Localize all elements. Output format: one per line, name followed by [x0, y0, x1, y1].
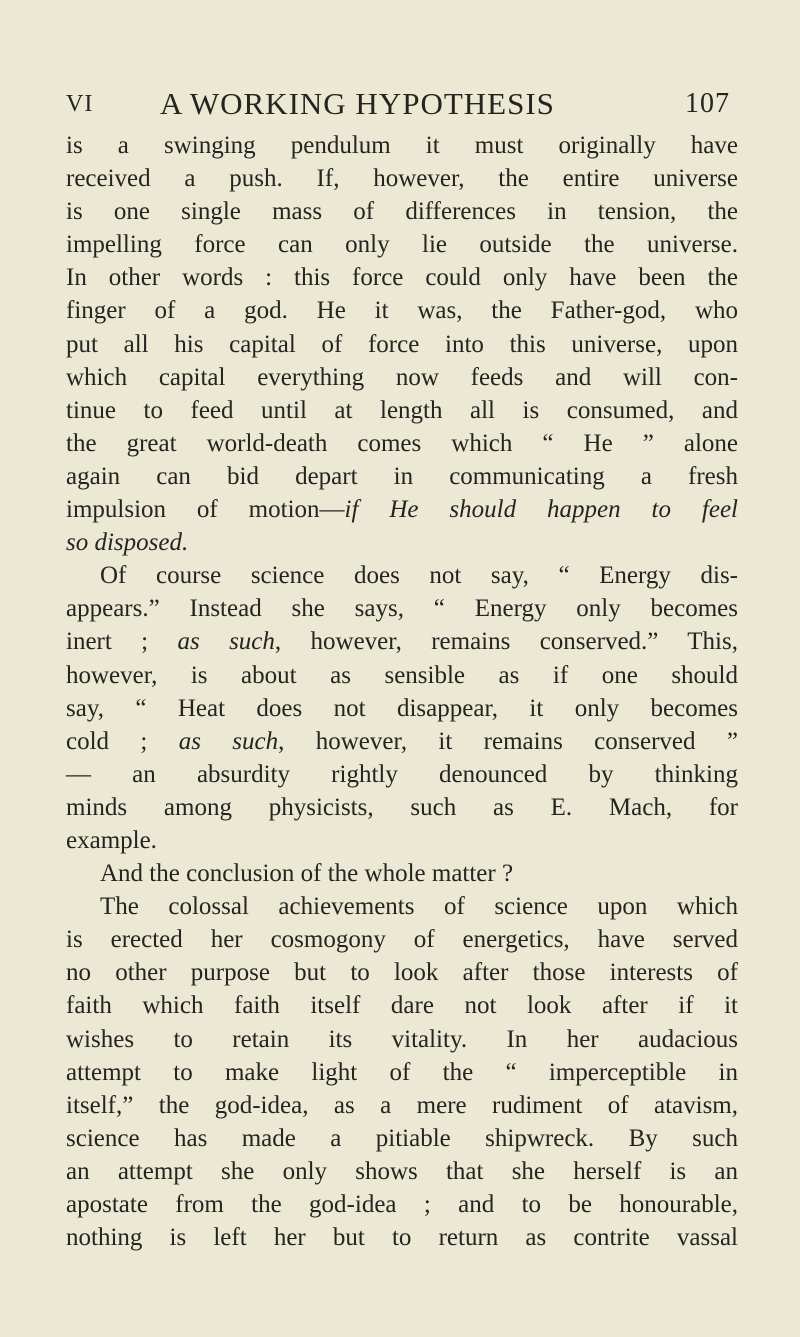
italic-text: as such: [178, 727, 279, 755]
text-segment: Of course science does not say, “ Energy dis-: [100, 562, 738, 590]
chapter-number: VI: [66, 91, 94, 117]
text-segment: which capital everything now feeds and will con-: [66, 363, 738, 391]
text-segment: , however, remains conserved.” This,: [274, 628, 738, 656]
text-segment: tinue to feed until at length all is consumed, and: [66, 396, 738, 424]
text-line: [66, 1188, 738, 1221]
text-segment: example.: [66, 826, 157, 854]
text-line: [66, 294, 738, 327]
text-segment: say, “ Heat does not disappear, it only becomes: [66, 694, 738, 722]
text-line: [66, 1056, 738, 1089]
chapter-title: A WORKING HYPOTHESIS: [160, 86, 555, 121]
text-line: [66, 361, 738, 394]
text-line: [66, 129, 738, 162]
text-line: [66, 625, 738, 658]
text-segment: impulsion of motion—: [66, 496, 345, 524]
text-line: [66, 692, 738, 725]
text-line: [66, 989, 738, 1022]
italic-text: as such: [177, 628, 275, 656]
text-segment: finger of a god. He it was, the Father-god, who: [66, 297, 738, 325]
text-segment: attempt to make light of the “ imperceptible in: [66, 1058, 738, 1086]
page-number: 107: [685, 88, 730, 119]
text-line: [66, 1155, 738, 1188]
text-segment: received a push. If, however, the entire universe: [66, 165, 738, 193]
text-segment: , however, it remains conserved ”: [278, 727, 738, 755]
text-segment: cold ;: [66, 727, 179, 755]
text-line: [66, 427, 738, 460]
text-segment: however, is about as sensible as if one should: [66, 661, 738, 689]
text-line: [66, 328, 738, 361]
text-segment: faith which faith itself dare not look after if it: [66, 992, 738, 1020]
text-segment: is a swinging pendulum it must originally have: [66, 132, 738, 159]
text-line: [66, 394, 738, 427]
text-segment: In other words : this force could only have been the: [66, 264, 738, 292]
text-line: [66, 1089, 738, 1122]
text-segment: is one single mass of differences in tension, the: [66, 198, 738, 226]
text-segment: minds among physicists, such as E. Mach, for: [66, 793, 738, 821]
text-line: [66, 1221, 738, 1254]
text-line: [66, 559, 738, 592]
text-segment: no other purpose but to look after those interests of: [66, 959, 738, 987]
text-segment: inert ;: [66, 628, 178, 656]
text-segment: The colossal achievements of science upon which: [100, 893, 738, 921]
text-segment: apostate from the god-idea ; and to be honourable,: [66, 1191, 738, 1218]
text-line: [66, 228, 738, 261]
text-segment: impelling force can only lie outside the universe.: [66, 231, 738, 259]
text-segment: the great world-death comes which “ He ” alone: [66, 429, 738, 457]
text-segment: And the conclusion of the whole matter ?: [100, 860, 514, 888]
text-segment: itself,” the god-idea, as a mere rudiment of atavism,: [66, 1091, 738, 1119]
text-line: [66, 162, 738, 195]
text-line: [66, 1023, 738, 1056]
body-text: [66, 129, 738, 1254]
text-segment: — an absurdity rightly denounced by thinking: [66, 760, 738, 788]
text-line: [66, 1122, 738, 1155]
text-line: [66, 261, 738, 294]
text-line: [66, 956, 738, 989]
text-line: [66, 725, 738, 758]
text-segment: appears.” Instead she says, “ Energy only becomes: [66, 595, 738, 623]
text-line: [66, 493, 738, 526]
text-line: [66, 758, 738, 791]
text-segment: is erected her cosmogony of energetics, have served: [66, 926, 738, 954]
text-line: [66, 526, 738, 559]
text-line: [66, 195, 738, 228]
text-segment: wishes to retain its vitality. In her audacious: [66, 1025, 738, 1053]
text-segment: an attempt she only shows that she herself is an: [66, 1157, 738, 1185]
text-segment: put all his capital of force into this universe, upon: [66, 330, 738, 358]
text-segment: nothing is left her but to return as contrite vassal: [66, 1224, 738, 1252]
text-line: [66, 890, 738, 923]
text-line: [66, 824, 738, 857]
italic-text: so disposed.: [66, 529, 189, 557]
text-line: [66, 460, 738, 493]
italic-text: if He should happen to feel: [344, 496, 738, 524]
text-line: [66, 791, 738, 824]
running-head: [0, 84, 800, 124]
text-line: [66, 923, 738, 956]
text-line: [66, 592, 738, 625]
text-line: [66, 857, 738, 890]
text-segment: science has made a pitiable shipwreck. By such: [66, 1124, 738, 1152]
text-line: [66, 659, 738, 692]
text-segment: again can bid depart in communicating a fresh: [66, 462, 738, 490]
